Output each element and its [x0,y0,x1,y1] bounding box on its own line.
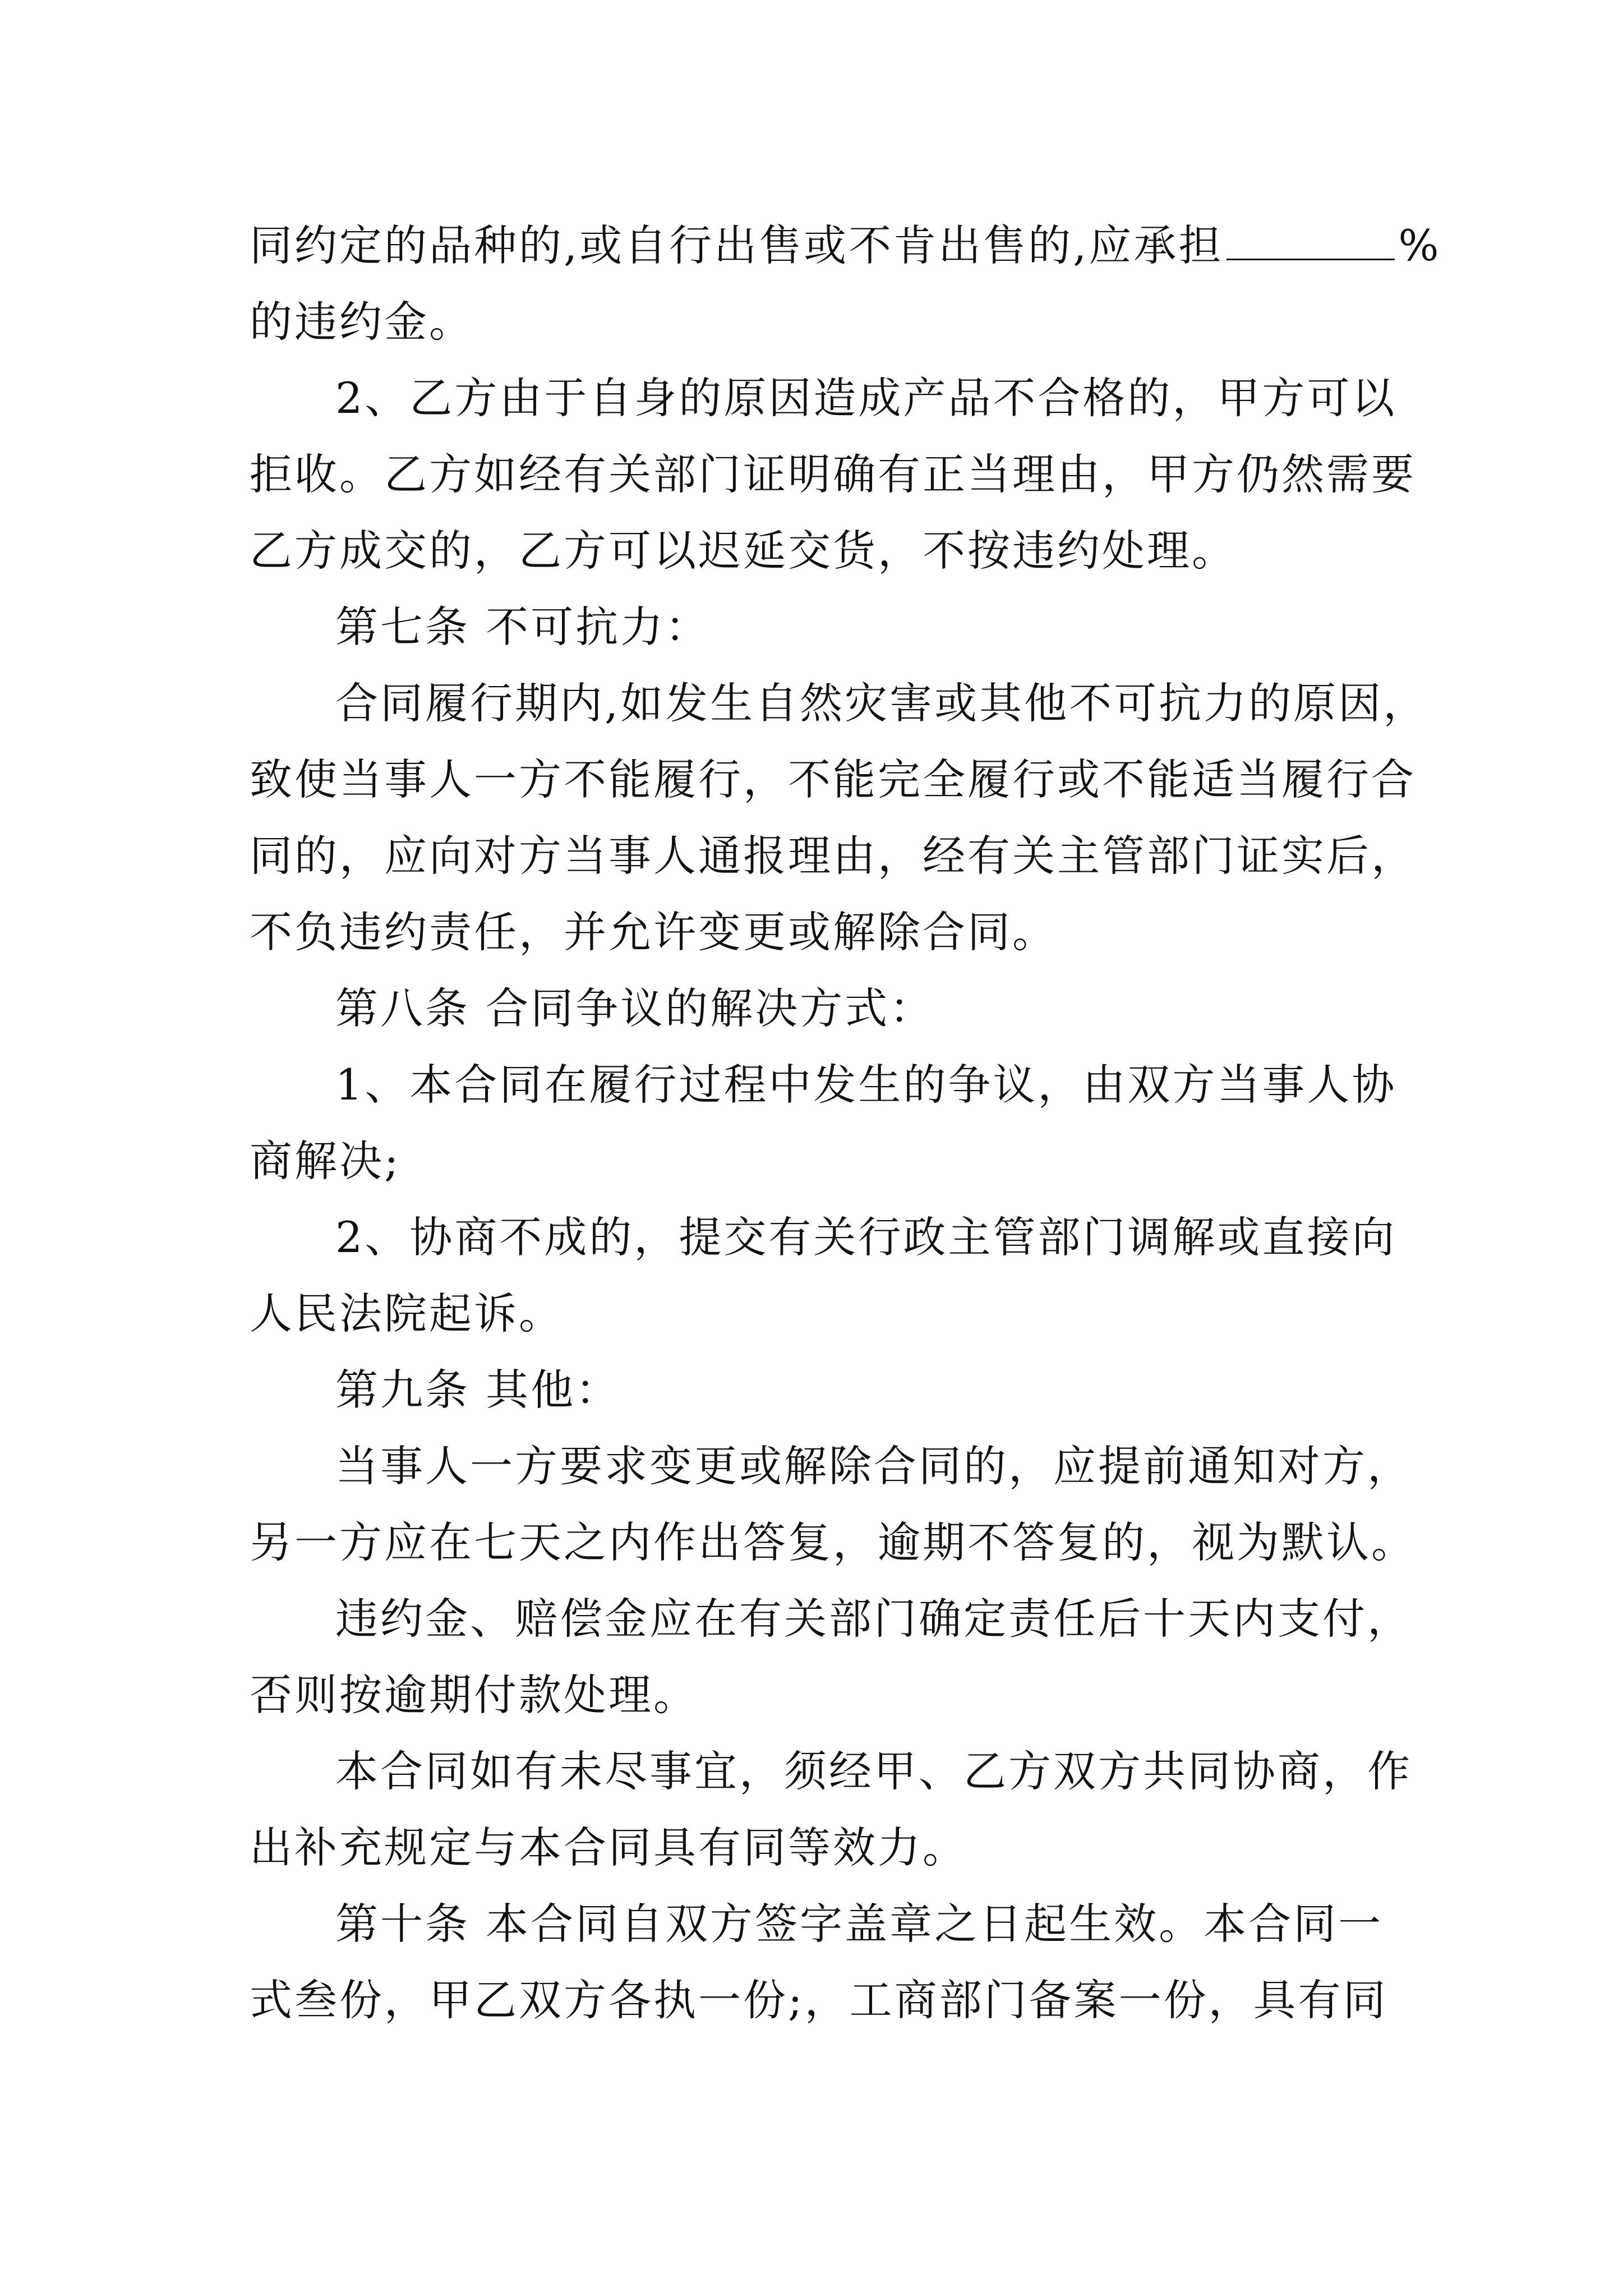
section-heading-7: 第七条 不可抗力： [335,602,711,652]
text-line-20: 否则按逾期付款处理。 [250,1670,698,1720]
text-line-7: 合同履行期内,如发生自然灾害或其他不可抗力的原因， [335,678,1428,728]
text-line-19: 违约金、赔偿金应在有关部门确定责任后十天内支付， [335,1594,1412,1644]
fill-in-blank [1227,256,1395,260]
text-line-5: 乙方成交的，乙方可以迟延交货，不按违约处理。 [250,526,1237,576]
text-line-15: 人民法院起诉。 [250,1289,564,1338]
text-line-1-a: 同约定的品种的,或自行出售或不肯出售的,应承担 [250,220,1224,270]
text-line-17: 当事人一方要求变更或解除合同的，应提前通知对方， [335,1441,1412,1491]
text-line-9: 同的，应向对方当事人通报理由，经有关主管部门证实后， [250,831,1416,881]
text-line-4: 拒收。乙方如经有关部门证明确有正当理由，甲方仍然需要 [250,449,1416,499]
text-line-24: 式叁份，甲乙双方各执一份;，工商部门备案一份，具有同 [250,1975,1388,2025]
text-line-22: 出补充规定与本合同具有同等效力。 [250,1823,967,1872]
text-line-1-b: % [1398,220,1441,270]
text-line-10: 不负违约责任，并允许变更或解除合同。 [250,907,1057,957]
text-line-3: 2、乙方由于自身的原因造成产品不合格的，甲方可以 [335,373,1397,423]
section-heading-8: 第八条 合同争议的解决方式： [335,983,935,1033]
section-heading-10: 第十条 本合同自双方签字盖章之日起生效。本合同一 [335,1899,1384,1949]
text-line-14: 2、协商不成的，提交有关行政主管部门调解或直接向 [335,1212,1397,1262]
text-line-18: 另一方应在七天之内作出答复，逾期不答复的，视为默认。 [250,1517,1416,1567]
text-line-8: 致使当事人一方不能履行，不能完全履行或不能适当履行合 [250,754,1416,804]
section-heading-9: 第九条 其他： [335,1365,621,1415]
text-line-21: 本合同如有未尽事宜，须经甲、乙方双方共同协商，作 [335,1746,1412,1796]
text-line-13: 商解决; [250,1136,401,1186]
text-line-2: 的违约金。 [250,297,474,347]
text-line-1 [250,212,1441,279]
text-line-12: 1、本合同在履行过程中发生的争议，由双方当事人协 [335,1060,1397,1110]
